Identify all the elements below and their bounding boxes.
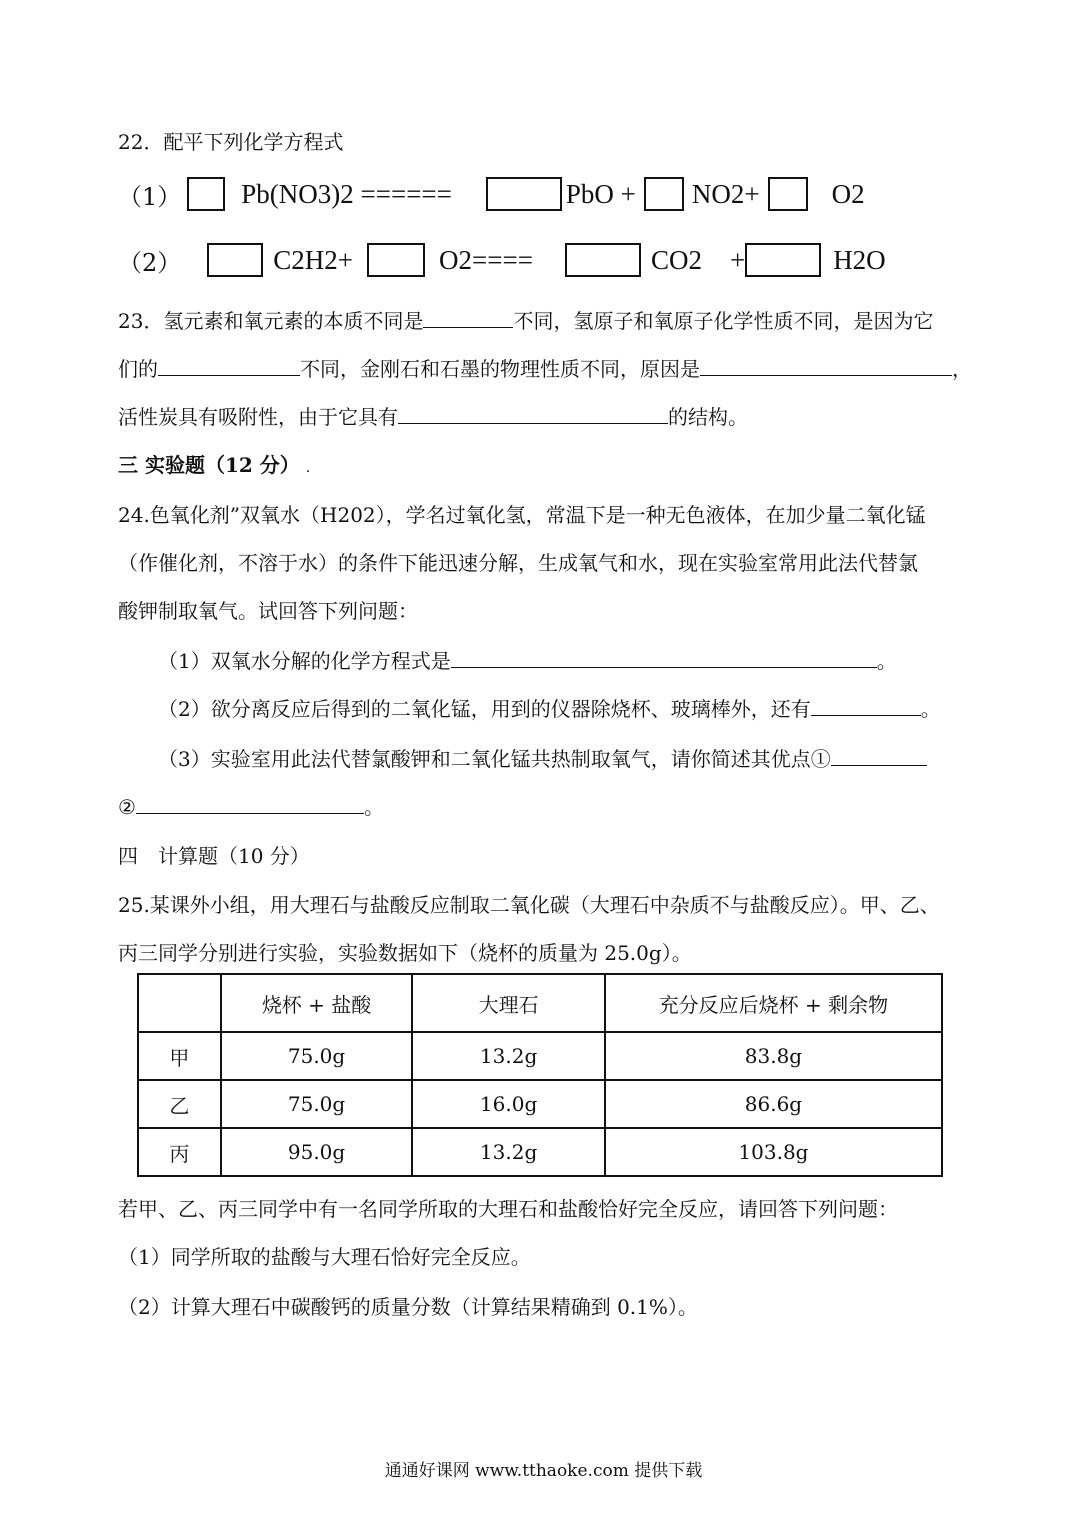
q24-blank-2[interactable] — [811, 695, 921, 716]
q25-line-2: 丙三同学分别进行实验，实验数据如下（烧杯的质量为 25.0g）。 — [118, 941, 692, 965]
coef-box-1b[interactable] — [486, 177, 562, 211]
coef-box-2d[interactable] — [745, 243, 821, 277]
q23-text-2a: 们的 — [118, 357, 158, 381]
table-header-cell: 烧杯 + 盐酸 — [221, 974, 413, 1032]
table-cell: 75.0g — [221, 1032, 413, 1080]
table-cell: 13.2g — [412, 1128, 605, 1176]
table-header-cell: 大理石 — [412, 974, 605, 1032]
coef-box-1a[interactable] — [187, 177, 225, 211]
q24-sub-1-text: （1）双氧水分解的化学方程式是 — [158, 649, 451, 673]
eq2-product-1: CO2 — [650, 244, 702, 275]
q24-sub-3-end: 。 — [363, 795, 384, 819]
table-cell: 75.0g — [221, 1080, 413, 1128]
equation-2 — [118, 238, 886, 282]
section-4-title: 四 计算题（10 分） — [118, 844, 310, 868]
table-row — [138, 1032, 942, 1080]
q24-line-2: （作催化剂，不溶于水）的条件下能迅速分解，生成氧气和水，现在实验室常用此法代替氯 — [118, 551, 918, 575]
table-header-cell: 充分反应后烧杯 + 剩余物 — [605, 974, 942, 1032]
footer-credit: 通通好课网 www.tthaoke.com 提供下载 — [384, 1461, 703, 1481]
table-cell: 乙 — [138, 1080, 221, 1128]
q23-blank-3[interactable] — [700, 355, 952, 376]
q23-text-3a: 活性炭具有吸附性，由于它具有 — [118, 405, 398, 429]
q25-sub-1: （1）同学所取的盐酸与大理石恰好完全反应。 — [118, 1245, 531, 1269]
q24-sub-2-text: （2）欲分离反应后得到的二氧化锰，用到的仪器除烧杯、玻璃棒外，还有 — [158, 697, 811, 721]
q23-line-2 — [118, 353, 972, 382]
table-cell: 103.8g — [605, 1128, 942, 1176]
q24-sub-1-end: 。 — [876, 649, 897, 673]
eq2-product-2: H2O — [833, 244, 886, 275]
section-3-mark: . — [305, 460, 311, 476]
q24-sub-3 — [158, 743, 927, 772]
eq1-product-3: O2 — [831, 178, 865, 209]
eq2-reactant-1: C2H2+ — [273, 244, 354, 275]
q24-blank-1[interactable] — [451, 647, 877, 668]
q24-sub-1 — [158, 645, 897, 674]
q23-text-2c: ， — [952, 357, 972, 381]
table-cell: 甲 — [138, 1032, 221, 1080]
q23-line-1 — [118, 305, 933, 334]
q25-sub-2: （2）计算大理石中碳酸钙的质量分数（计算结果精确到 0.1%）。 — [118, 1295, 698, 1319]
section-3-heading: 三 实验题（12 分） — [118, 453, 300, 477]
equation-1 — [118, 172, 865, 216]
q23-text-3b: 的结构。 — [668, 405, 748, 429]
q24-sub-2-end: 。 — [920, 697, 941, 721]
q24-blank-4[interactable] — [136, 793, 364, 814]
q23-blank-2[interactable] — [158, 355, 300, 376]
coef-box-1c[interactable] — [644, 177, 684, 211]
section-3-title — [118, 449, 310, 478]
q24-sub-3-text: （3）实验室用此法代替氯酸钾和二氧化锰共热制取氧气，请你简述其优点① — [158, 747, 831, 771]
eq1-product-1: PbO + — [565, 178, 636, 209]
eq1-reactant: Pb(NO3)2 ====== — [241, 178, 452, 209]
table-header-row — [138, 974, 942, 1032]
eq1-product-2: NO2+ — [691, 178, 760, 209]
q23-blank-1[interactable] — [423, 307, 513, 328]
q23-text-1a: 23．氢元素和氧元素的本质不同是 — [118, 309, 424, 333]
table-cell: 86.6g — [605, 1080, 942, 1128]
q22-title: 22．配平下列化学方程式 — [118, 130, 344, 154]
q23-blank-4[interactable] — [398, 403, 668, 424]
q23-line-3 — [118, 401, 748, 430]
table-cell: 95.0g — [221, 1128, 413, 1176]
q25-after-table: 若甲、乙、丙三同学中有一名同学所取的大理石和盐酸恰好完全反应，请回答下列问题： — [118, 1197, 898, 1221]
coef-box-2a[interactable] — [207, 243, 263, 277]
q25-line-1: 25.某课外小组，用大理石与盐酸反应制取二氧化碳（大理石中杂质不与盐酸反应）。甲、乙、 — [118, 893, 940, 917]
coef-box-2c[interactable] — [565, 243, 641, 277]
coef-box-2b[interactable] — [367, 243, 425, 277]
table-cell: 丙 — [138, 1128, 221, 1176]
eq2-label: （2） — [118, 248, 182, 277]
data-table — [137, 973, 943, 1177]
table-cell: 13.2g — [412, 1032, 605, 1080]
q24-line-3: 酸钾制取氧气。试回答下列问题： — [118, 599, 418, 623]
q24-blank-3[interactable] — [831, 745, 927, 766]
table-cell: 83.8g — [605, 1032, 942, 1080]
q24-line-1: 24.色氧化剂”双氧水（H202），学名过氧化氢，常温下是一种无色液体，在加少量二氧化锰 — [118, 503, 926, 527]
q23-text-1b: 不同，氢原子和氧原子化学性质不同，是因为它 — [513, 309, 934, 333]
eq1-label: （1） — [118, 182, 182, 211]
table-row — [138, 1128, 942, 1176]
q24-sub-3-mark: ② — [118, 795, 136, 819]
eq2-reactant-2: O2==== — [439, 244, 533, 275]
table-row — [138, 1080, 942, 1128]
q24-sub-3-cont — [118, 791, 384, 820]
table-header-cell — [138, 974, 221, 1032]
q23-text-2b: 不同，金刚石和石墨的物理性质不同，原因是 — [300, 357, 700, 381]
q24-sub-2 — [158, 693, 941, 722]
table-cell: 16.0g — [412, 1080, 605, 1128]
eq2-plus: + — [729, 244, 746, 275]
coef-box-1d[interactable] — [768, 177, 808, 211]
